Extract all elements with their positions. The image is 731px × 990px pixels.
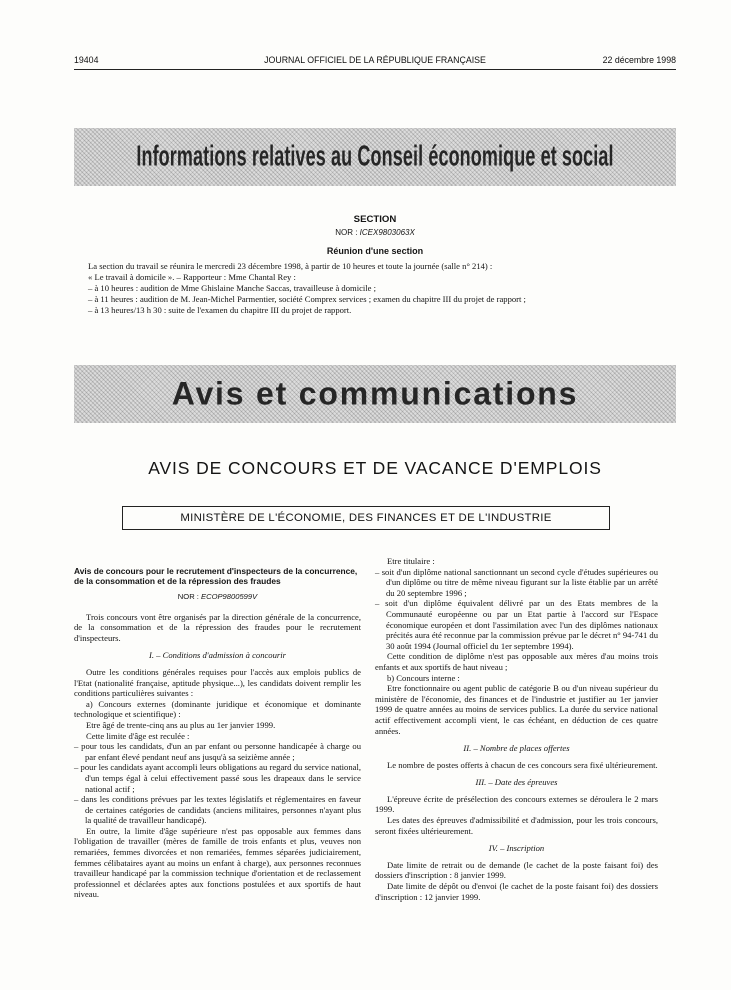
nor-label: NOR :	[177, 592, 199, 601]
header-rule	[74, 69, 676, 70]
paragraph: Cette limite d'âge est reculée :	[86, 730, 190, 741]
list-item: – pour les candidats ayant accompli leurs obligations au regard du service national, d'un temps égal à celui effectivement passé sous les drapeaux dans le service national actif ;	[74, 762, 361, 794]
paragraph: Date limite de dépôt ou d'envoi (le cachet de la poste faisant foi) des dossiers d'inscription : 12 janvier 1999.	[375, 881, 658, 902]
paragraph: Date limite de retrait ou de demande (le cachet de la poste faisant foi) des dossiers d'inscription : 8 janvier 1999.	[375, 859, 658, 881]
list-item: – pour tous les candidats, d'un an par enfant ou personne handicapée à charge ou par enfant élevé pendant neuf ans jusqu'à sa seizième année ;	[74, 741, 361, 762]
section-heading-2: II. – Nombre de places offertes	[463, 743, 570, 754]
paragraph: Outre les conditions générales requises pour l'accès aux emplois publics de l'Etat (nationalité française, aptitude physique...), les candidats doivent remplir les conditions particulières suivantes :	[74, 666, 361, 699]
paragraph: a) Concours externes (dominante juridique et économique et dominante technologique et scientifique) :	[74, 698, 361, 720]
paragraph: Cette condition de diplôme n'est pas opposable aux mères d'au moins trois enfants et aux sportifs de haut niveau ;	[375, 651, 658, 672]
section-subtitle: Réunion d'une section	[326, 246, 424, 256]
paragraph: Etre âgé de trente-cinq ans au plus au 1er janvier 1999.	[86, 719, 276, 730]
banner-conseil	[74, 128, 676, 186]
ministry-box	[122, 506, 610, 530]
section-nor	[74, 228, 676, 237]
section-line-2: « Le travail à domicile ». – Rapporteur : Mme Chantal Rey :	[88, 272, 296, 282]
right-column	[375, 556, 658, 902]
left-column	[74, 566, 361, 900]
banner-conseil-title: Informations relatives au Conseil économique et social	[136, 140, 614, 173]
section-line-3: – à 10 heures : audition de Mme Ghislaine Manche Saccas, travailleuse à domicile ;	[88, 283, 377, 293]
list-item: – soit d'un diplôme équivalent délivré par un des Etats membres de la Communauté européenne ou par un Etat partie à l'accord sur l'Espace économique européen et dont l'assimilation avec l'un des diplômes nationaux précités aura été reconnue par la commission prévue par le décret n° 94-741 du 30 août 1994 (Journal officiel du 1er septembre 1994).	[375, 598, 658, 651]
section-line-1: La section du travail se réunira le mercredi 23 décembre 1998, à partir de 10 heures et toute la journée (salle n° 214) :	[88, 261, 493, 271]
paragraph: Le nombre de postes offerts à chacun de ces concours sera fixé ultérieurement.	[387, 759, 658, 770]
paragraph: Etre fonctionnaire ou agent public de catégorie B ou d'un niveau supérieur du ministère de l'économie, des finances et de l'industrie et justifier au 1er janvier 1999 de quatre années au moins de services publics. La durée du service national actif effectivement accompli vient, le cas échéant, en déduction de ces quatre années.	[375, 683, 658, 736]
section-line-4: – à 11 heures : audition de M. Jean-Michel Parmentier, société Comprex services ; examen du chapitre III du projet de rapport ;	[88, 294, 526, 304]
section-line-5: – à 13 heures/13 h 30 : suite de l'examen du chapitre III du projet de rapport.	[88, 305, 352, 315]
paragraph: L'épreuve écrite de présélection des concours externes se déroulera le 2 mars 1999.	[375, 793, 658, 815]
nor-code: ECOP9800599V	[201, 592, 258, 601]
paragraph: Etre titulaire :	[387, 556, 435, 566]
section-heading-1: I. – Conditions d'admission à concourir	[149, 650, 286, 661]
journal-title: JOURNAL OFFICIEL DE LA RÉPUBLIQUE FRANÇAISE	[264, 55, 486, 65]
list-item: – dans les conditions prévues par les textes législatifs et réglementaires en faveur de certaines catégories de candidats (anciens militaires, personnes n'ayant plus la qualité de travailleur handicapé).	[74, 794, 361, 826]
nor-label: NOR :	[335, 228, 358, 237]
ministry-name: MINISTÈRE DE L'ÉCONOMIE, DES FINANCES ET DE L'INDUSTRIE	[180, 512, 552, 524]
paragraph: Les dates des épreuves d'admissibilité et d'admission, pour les trois concours, seront fixées ultérieurement.	[375, 815, 658, 836]
nor-code: ICEX9803063X	[359, 228, 415, 237]
section-heading-3: III. – Date des épreuves	[475, 777, 558, 788]
page-number: 19404	[74, 55, 99, 65]
banner-avis-title: Avis et communications	[171, 375, 579, 412]
section-title: SECTION	[353, 214, 397, 225]
intro-paragraph: Trois concours vont être organisés par la direction générale de la concurrence, de la consommation et de la répression des fraudes pour le recrutement d'inspecteurs.	[74, 611, 361, 643]
banner-avis	[74, 365, 676, 423]
issue-date: 22 décembre 1998	[602, 55, 676, 65]
main-heading: AVIS DE CONCOURS ET DE VACANCE D'EMPLOIS	[148, 458, 602, 478]
notice-nor	[74, 592, 361, 603]
section-heading-4: IV. – Inscription	[488, 843, 545, 854]
list-item: – soit d'un diplôme national sanctionnant un second cycle d'études supérieures ou d'un diplôme ou titre de même niveau figurant sur la liste établie par un arrêté du 20 septembre 1996 ;	[375, 566, 658, 598]
paragraph: En outre, la limite d'âge supérieure n'est pas opposable aux femmes dans l'obligation de travailler (mères de famille de trois enfants et plus, veuves non remariées, femmes divorcées et non remariées, femmes séparées judiciairement, femmes célibataires ayant au moins un enfant à charge), aux personnes reconnues travailleur handicapé par la commission technique d'orientation et de reclassement professionnel et déclarées aptes aux fonctions postulées et aux sportifs de haut niveau.	[74, 825, 361, 900]
paragraph: b) Concours interne :	[387, 672, 460, 683]
notice-title: Avis de concours pour le recrutement d'inspecteurs de la concurrence, de la consommation et de la répression des fraudes	[74, 566, 358, 586]
